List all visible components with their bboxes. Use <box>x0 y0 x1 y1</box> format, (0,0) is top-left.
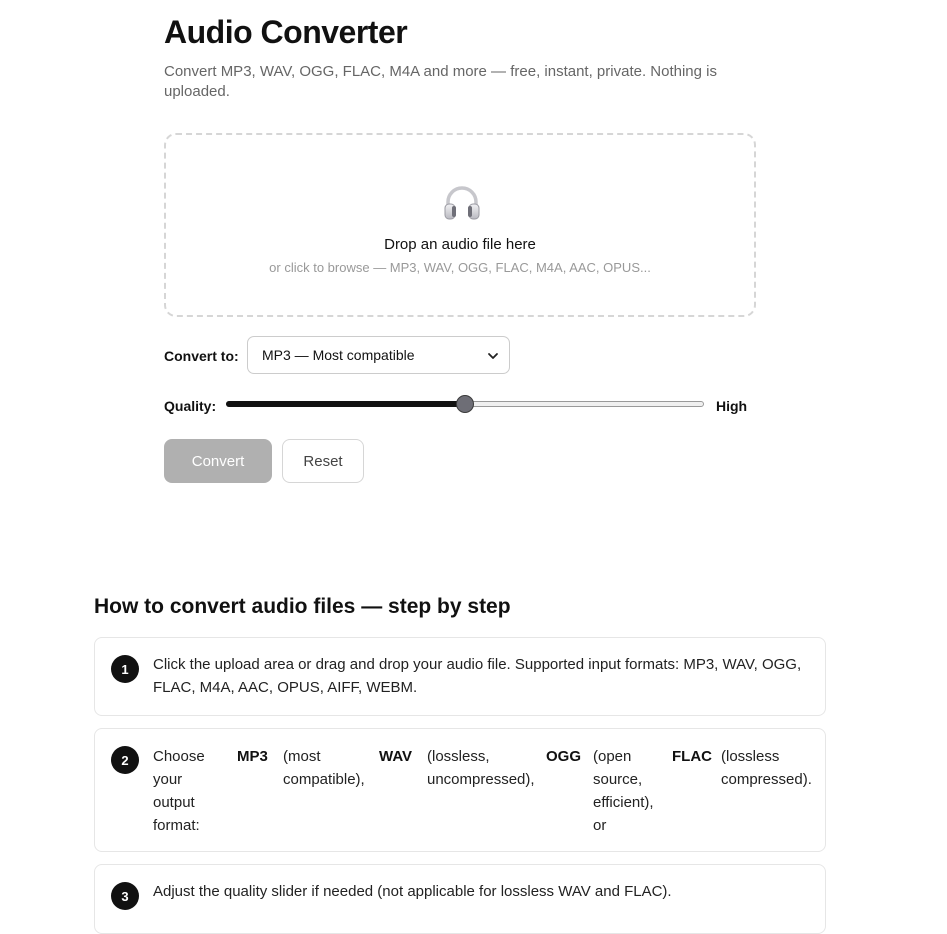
output-format-value: MP3 — Most compatible <box>262 347 415 363</box>
guide-title: How to convert audio files — step by step <box>94 595 511 618</box>
format-desc-mp3: (most compatible), <box>283 748 365 788</box>
dropzone-title: Drop an audio file here <box>384 236 536 253</box>
format-name-flac: FLAC <box>672 748 712 765</box>
format-name-mp3: MP3 <box>237 748 268 765</box>
step-number-badge: 1 <box>111 655 139 683</box>
guide-step <box>94 728 826 852</box>
dropzone-hint: or click to browse — MP3, WAV, OGG, FLAC, M4A, AAC, OPUS... <box>269 260 651 275</box>
headphones-icon <box>442 183 482 223</box>
chevron-down-icon <box>487 349 499 361</box>
format-desc-flac: (lossless compressed). <box>721 748 812 788</box>
page-subtitle: Convert MP3, WAV, OGG, FLAC, M4A and more — free, instant, private. Nothing is uploaded. <box>164 63 717 100</box>
step-text: Click the upload area or drag and drop your audio file. Supported input formats: MP3, WAV, OGG, FLAC, M4A, AAC, OPUS, AIFF, WEBM. <box>153 656 802 696</box>
quality-label: Quality: <box>164 398 217 414</box>
guide-step <box>94 637 826 716</box>
format-name-ogg: OGG <box>546 748 582 765</box>
page-title: Audio Converter <box>164 14 408 50</box>
output-format-select[interactable] <box>247 336 510 374</box>
step-number-badge: 2 <box>111 746 139 774</box>
quality-slider-thumb[interactable] <box>456 395 474 413</box>
step-number-badge: 3 <box>111 882 139 910</box>
format-desc-ogg: (open source, efficient), or <box>593 748 654 834</box>
format-name-wav: WAV <box>379 748 413 765</box>
format-desc-wav: (lossless, uncompressed), <box>427 748 535 788</box>
upload-dropzone[interactable] <box>164 133 756 317</box>
reset-button[interactable]: Reset <box>282 439 364 483</box>
convert-to-label: Convert to: <box>164 348 239 364</box>
step-text: Adjust the quality slider if needed (not applicable for lossless WAV and FLAC). <box>153 883 672 900</box>
step-intro: Choose your output format: <box>153 748 205 834</box>
convert-button[interactable]: Convert <box>164 439 272 483</box>
quality-max-label: High <box>716 398 748 414</box>
quality-slider-fill <box>226 401 465 407</box>
